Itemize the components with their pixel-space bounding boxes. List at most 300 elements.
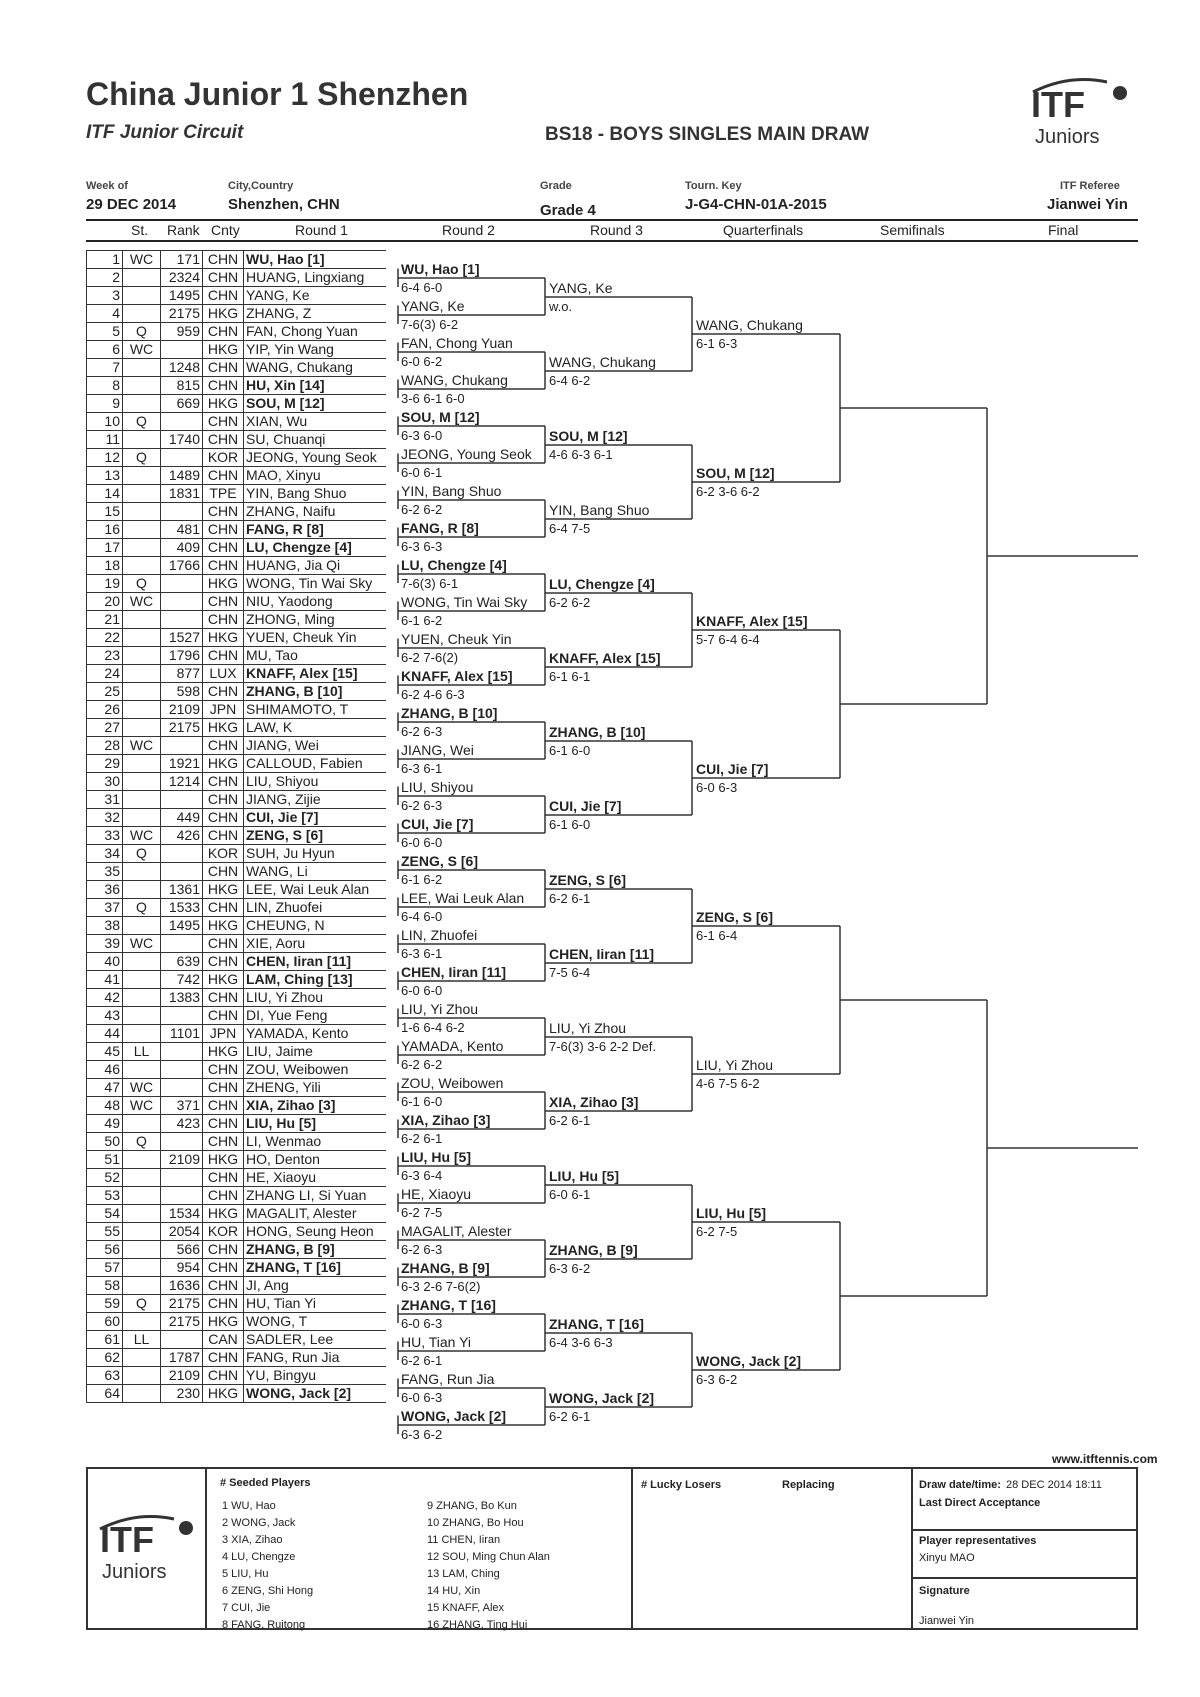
- entry-no: 29: [87, 755, 123, 773]
- entry-country: CAN: [203, 1331, 244, 1349]
- entry-rank: 1796: [161, 647, 203, 665]
- entry-no: 36: [87, 881, 123, 899]
- entry-no: 47: [87, 1079, 123, 1097]
- replacing-title: Replacing: [782, 1479, 835, 1491]
- round2-winner: HU, Tian Yi: [401, 1334, 472, 1350]
- round2-score: 6-2 6-2: [401, 502, 443, 517]
- entry-rank: 1383: [161, 989, 203, 1007]
- entry-rank: 1636: [161, 1277, 203, 1295]
- entry-name: XIE, Aoru: [244, 935, 387, 953]
- lucky-losers-title: # Lucky Losers: [641, 1479, 722, 1491]
- logo-word: ITF: [1031, 84, 1085, 125]
- entry-rank: 1831: [161, 485, 203, 503]
- entry-no: 56: [87, 1241, 123, 1259]
- entry-name: ZHENG, Yili: [244, 1079, 387, 1097]
- entry-name: HONG, Seung Heon: [244, 1223, 387, 1241]
- entry-rank: 1740: [161, 431, 203, 449]
- entry-no: 57: [87, 1259, 123, 1277]
- grade-value: Grade 4: [540, 202, 596, 219]
- round2-winner: LIU, Yi Zhou: [401, 1001, 479, 1017]
- entry-name: ZHONG, Ming: [244, 611, 387, 629]
- entry-no: 42: [87, 989, 123, 1007]
- entry-country: CHN: [203, 611, 244, 629]
- grade-label: Grade: [540, 180, 572, 192]
- entry-no: 59: [87, 1295, 123, 1313]
- seeded-title: # Seeded Players: [220, 1477, 311, 1489]
- quarterfinal-winner: CUI, Jie [7]: [696, 761, 769, 777]
- entry-no: 9: [87, 395, 123, 413]
- entry-name: ZHANG, T [16]: [244, 1259, 387, 1277]
- round3-score: 6-1 6-1: [549, 669, 591, 684]
- entry-no: 55: [87, 1223, 123, 1241]
- round3-winner: WANG, Chukang: [549, 354, 656, 370]
- round2-winner: ZHANG, B [10]: [401, 705, 498, 721]
- entry-no: 63: [87, 1367, 123, 1385]
- round2-score: 6-3 6-0: [401, 428, 443, 443]
- entry-rank: 1489: [161, 467, 203, 485]
- entry-name: FANG, R [8]: [244, 521, 387, 539]
- entry-name: HU, Tian Yi: [244, 1295, 387, 1313]
- entry-country: CHN: [203, 413, 244, 431]
- entry-name: LEE, Wai Leuk Alan: [244, 881, 387, 899]
- entry-no: 16: [87, 521, 123, 539]
- entry-country: CHN: [203, 1349, 244, 1367]
- round2-winner: KNAFF, Alex [15]: [401, 668, 513, 684]
- entry-country: CHN: [203, 1097, 244, 1115]
- round2-winner: WANG, Chukang: [401, 372, 508, 388]
- seeded-player: 4 LU, Chengze: [222, 1551, 296, 1563]
- entry-country: CHN: [203, 989, 244, 1007]
- entry-status: WC: [123, 593, 161, 611]
- round2-score: 6-2 4-6 6-3: [401, 687, 465, 702]
- entry-no: 60: [87, 1313, 123, 1331]
- round3-score: 6-2 6-1: [549, 1113, 591, 1128]
- entry-country: HKG: [203, 395, 244, 413]
- round2-score: 6-2 6-3: [401, 1242, 443, 1257]
- entry-name: LI, Wenmao: [244, 1133, 387, 1151]
- entry-status: LL: [123, 1043, 161, 1061]
- seeded-player: 16 ZHANG, Ting Hui: [427, 1619, 528, 1631]
- entry-no: 53: [87, 1187, 123, 1205]
- signature-label: Signature: [919, 1585, 970, 1597]
- entry-country: CHN: [203, 1259, 244, 1277]
- entry-rank: 1495: [161, 287, 203, 305]
- footer-divider: [911, 1529, 1136, 1531]
- round2-score: 6-1 6-0: [401, 1094, 443, 1109]
- entry-rank: 2109: [161, 1151, 203, 1169]
- round2-winner: JEONG, Young Seok: [401, 446, 532, 462]
- entry-no: 58: [87, 1277, 123, 1295]
- round2-winner: LU, Chengze [4]: [401, 557, 507, 573]
- entry-rank: 171: [161, 251, 203, 269]
- round2-winner: ZOU, Weibowen: [401, 1075, 504, 1091]
- round2-winner: YANG, Ke: [401, 298, 465, 314]
- entry-name: LIN, Zhuofei: [244, 899, 387, 917]
- entry-rank: 959: [161, 323, 203, 341]
- entry-name: NIU, Yaodong: [244, 593, 387, 611]
- entry-status: Q: [123, 1295, 161, 1313]
- round2-score: 6-0 6-0: [401, 835, 443, 850]
- round3-score: 6-2 6-2: [549, 595, 591, 610]
- round3-score: 6-2 6-1: [549, 891, 591, 906]
- entry-no: 10: [87, 413, 123, 431]
- player-reps-value: Xinyu MAO: [919, 1552, 975, 1564]
- seeded-player: 11 CHEN, Iiran: [427, 1534, 501, 1546]
- round3-winner: SOU, M [12]: [549, 428, 628, 444]
- entry-country: CHN: [203, 557, 244, 575]
- round3-winner: CHEN, Iiran [11]: [549, 946, 655, 962]
- footer-panel: [86, 1467, 1138, 1630]
- round3-score: 6-4 7-5: [549, 521, 591, 536]
- entry-status: WC: [123, 251, 161, 269]
- entry-name: HO, Denton: [244, 1151, 387, 1169]
- entry-rank: 1214: [161, 773, 203, 791]
- entry-name: YANG, Ke: [244, 287, 387, 305]
- footer-divider: [911, 1469, 913, 1628]
- seeded-player: 5 LIU, Hu: [222, 1568, 269, 1580]
- entry-no: 28: [87, 737, 123, 755]
- round2-score: 6-2 6-3: [401, 798, 443, 813]
- quarterfinal-score: 6-1 6-4: [696, 928, 738, 943]
- round2-winner: FANG, Run Jia: [401, 1371, 495, 1387]
- round2-score: 6-3 6-1: [401, 946, 443, 961]
- entry-country: CHN: [203, 431, 244, 449]
- quarterfinal-score: 6-3 6-2: [696, 1372, 738, 1387]
- entry-country: CHN: [203, 287, 244, 305]
- quarterfinal-score: 6-0 6-3: [696, 780, 738, 795]
- round2-score: 6-2 6-2: [401, 1057, 443, 1072]
- round2-winner: CUI, Jie [7]: [401, 816, 474, 832]
- entry-country: KOR: [203, 845, 244, 863]
- round3-score: 6-3 6-2: [549, 1261, 591, 1276]
- entry-rank: 1248: [161, 359, 203, 377]
- col-round3: Round 3: [590, 222, 643, 238]
- footer-divider: [205, 1469, 207, 1628]
- round2-winner: YAMADA, Kento: [401, 1038, 504, 1054]
- entry-no: 30: [87, 773, 123, 791]
- entry-no: 39: [87, 935, 123, 953]
- entry-no: 32: [87, 809, 123, 827]
- seeded-player: 9 ZHANG, Bo Kun: [427, 1500, 517, 1512]
- entry-no: 33: [87, 827, 123, 845]
- entry-country: CHN: [203, 1241, 244, 1259]
- entry-rank: 481: [161, 521, 203, 539]
- entry-country: HKG: [203, 1385, 244, 1403]
- entry-rank: 2175: [161, 1313, 203, 1331]
- entry-rank: 2175: [161, 719, 203, 737]
- quarterfinal-score: 6-2 7-5: [696, 1224, 738, 1239]
- entry-country: HKG: [203, 305, 244, 323]
- entry-name: JI, Ang: [244, 1277, 387, 1295]
- entry-country: CHN: [203, 593, 244, 611]
- entry-rank: 1533: [161, 899, 203, 917]
- entry-rank: 2109: [161, 1367, 203, 1385]
- round2-score: 6-3 6-3: [401, 539, 443, 554]
- tourn-key-label: Tourn. Key: [685, 180, 742, 192]
- entry-status: Q: [123, 449, 161, 467]
- entry-rank: 409: [161, 539, 203, 557]
- entry-country: CHN: [203, 1187, 244, 1205]
- logo-sub: Juniors: [102, 1561, 167, 1583]
- seeded-player: 2 WONG, Jack: [222, 1517, 296, 1529]
- entry-name: JIANG, Wei: [244, 737, 387, 755]
- entry-name: JIANG, Zijie: [244, 791, 387, 809]
- entry-no: 2: [87, 269, 123, 287]
- entry-status: Q: [123, 575, 161, 593]
- last-direct-label: Last Direct Acceptance: [919, 1497, 1041, 1509]
- tennis-ball-icon: [179, 1521, 193, 1535]
- entry-name: SOU, M [12]: [244, 395, 387, 413]
- draw-name: BS18 - BOYS SINGLES MAIN DRAW: [545, 124, 870, 145]
- entry-rank: 566: [161, 1241, 203, 1259]
- entry-country: CHN: [203, 737, 244, 755]
- entry-country: HKG: [203, 1043, 244, 1061]
- col-round1: Round 1: [295, 222, 348, 238]
- entry-no: 31: [87, 791, 123, 809]
- city-value: Shenzhen, CHN: [228, 196, 340, 213]
- seeded-player: 8 FANG, Ruitong: [222, 1619, 306, 1631]
- entry-rank: 2109: [161, 701, 203, 719]
- logo-sub: Juniors: [1035, 126, 1100, 148]
- round2-winner: YIN, Bang Shuo: [401, 483, 502, 499]
- entry-name: MU, Tao: [244, 647, 387, 665]
- round3-winner: KNAFF, Alex [15]: [549, 650, 661, 666]
- entry-country: HKG: [203, 1313, 244, 1331]
- round2-score: 6-2 7-6(2): [401, 650, 459, 665]
- entry-no: 5: [87, 323, 123, 341]
- round3-winner: YANG, Ke: [549, 280, 613, 296]
- entry-rank: 2054: [161, 1223, 203, 1241]
- entry-country: HKG: [203, 1151, 244, 1169]
- quarterfinal-winner: LIU, Yi Zhou: [696, 1057, 774, 1073]
- round3-winner: ZENG, S [6]: [549, 872, 627, 888]
- entry-no: 15: [87, 503, 123, 521]
- round3-score: 6-1 6-0: [549, 817, 591, 832]
- entry-name: WANG, Li: [244, 863, 387, 881]
- entry-country: CHN: [203, 953, 244, 971]
- round2-score: 6-0 6-3: [401, 1316, 443, 1331]
- entry-country: CHN: [203, 1133, 244, 1151]
- entry-no: 24: [87, 665, 123, 683]
- week-label: Week of: [86, 180, 128, 192]
- entry-no: 20: [87, 593, 123, 611]
- entry-no: 1: [87, 251, 123, 269]
- seeded-player: 7 CUI, Jie: [222, 1602, 271, 1614]
- round3-winner: YIN, Bang Shuo: [549, 502, 650, 518]
- week-value: 29 DEC 2014: [86, 196, 177, 213]
- quarterfinal-winner: WANG, Chukang: [696, 317, 803, 333]
- entry-rank: 598: [161, 683, 203, 701]
- entry-no: 17: [87, 539, 123, 557]
- entry-rank: 1495: [161, 917, 203, 935]
- entry-rank: 2175: [161, 1295, 203, 1313]
- col-rank: Rank: [167, 222, 200, 238]
- entry-no: 4: [87, 305, 123, 323]
- entry-name: YAMADA, Kento: [244, 1025, 387, 1043]
- round3-score: 4-6 6-3 6-1: [549, 447, 613, 462]
- entry-name: YIP, Yin Wang: [244, 341, 387, 359]
- entry-name: CHEN, Iiran [11]: [244, 953, 387, 971]
- col-semifinals: Semifinals: [880, 222, 945, 238]
- entry-status: Q: [123, 845, 161, 863]
- entry-country: JPN: [203, 701, 244, 719]
- entry-name: XIAN, Wu: [244, 413, 387, 431]
- entry-no: 44: [87, 1025, 123, 1043]
- entry-no: 51: [87, 1151, 123, 1169]
- round2-winner: ZHANG, B [9]: [401, 1260, 490, 1276]
- quarterfinal-score: 4-6 7-5 6-2: [696, 1076, 760, 1091]
- entry-country: CHN: [203, 467, 244, 485]
- entry-name: ZHANG, B [9]: [244, 1241, 387, 1259]
- referee-label: ITF Referee: [1060, 180, 1120, 192]
- entry-status: LL: [123, 1331, 161, 1349]
- round2-score: 6-0 6-3: [401, 1390, 443, 1405]
- round2-winner: FANG, R [8]: [401, 520, 479, 536]
- page-subtitle: ITF Junior Circuit: [86, 122, 244, 143]
- entry-status: WC: [123, 1097, 161, 1115]
- entry-name: CHEUNG, N: [244, 917, 387, 935]
- entry-country: CHN: [203, 539, 244, 557]
- entry-status: WC: [123, 827, 161, 845]
- entry-no: 19: [87, 575, 123, 593]
- entry-no: 48: [87, 1097, 123, 1115]
- entry-name: ZHANG, Naifu: [244, 503, 387, 521]
- entry-country: CHN: [203, 251, 244, 269]
- round2-score: 7-6(3) 6-2: [401, 317, 459, 332]
- entry-rank: 423: [161, 1115, 203, 1133]
- entry-name: LIU, Hu [5]: [244, 1115, 387, 1133]
- entry-no: 38: [87, 917, 123, 935]
- tourn-key-value: J-G4-CHN-01A-2015: [685, 196, 827, 213]
- entry-name: SHIMAMOTO, T: [244, 701, 387, 719]
- seeded-player: 14 HU, Xin: [427, 1585, 481, 1597]
- seeded-player: 10 ZHANG, Bo Hou: [427, 1517, 524, 1529]
- draw-date-value: 28 DEC 2014 18:11: [1006, 1479, 1102, 1491]
- entry-name: DI, Yue Feng: [244, 1007, 387, 1025]
- entry-name: ZHANG, Z: [244, 305, 387, 323]
- entry-country: LUX: [203, 665, 244, 683]
- entry-rank: 639: [161, 953, 203, 971]
- entry-no: 14: [87, 485, 123, 503]
- round3-score: 7-6(3) 3-6 2-2 Def.: [549, 1039, 656, 1054]
- entry-country: CHN: [203, 269, 244, 287]
- entry-rank: 1787: [161, 1349, 203, 1367]
- entry-rank: 815: [161, 377, 203, 395]
- round3-winner: LIU, Yi Zhou: [549, 1020, 627, 1036]
- entry-name: SU, Chuanqi: [244, 431, 387, 449]
- entry-country: HKG: [203, 719, 244, 737]
- round2-winner: JIANG, Wei: [401, 742, 474, 758]
- quarterfinal-score: 6-2 3-6 6-2: [696, 484, 760, 499]
- col-st: St.: [131, 222, 149, 238]
- entry-name: HUANG, Lingxiang: [244, 269, 387, 287]
- entry-rank: 877: [161, 665, 203, 683]
- entry-country: CHN: [203, 1169, 244, 1187]
- entry-no: 46: [87, 1061, 123, 1079]
- entry-country: HKG: [203, 629, 244, 647]
- entry-rank: 1101: [161, 1025, 203, 1043]
- round2-winner: CHEN, Iiran [11]: [401, 964, 507, 980]
- quarterfinal-score: 6-1 6-3: [696, 336, 738, 351]
- entry-no: 52: [87, 1169, 123, 1187]
- round2-score: 6-0 6-2: [401, 354, 443, 369]
- entry-name: LIU, Shiyou: [244, 773, 387, 791]
- entry-no: 37: [87, 899, 123, 917]
- entry-no: 64: [87, 1385, 123, 1403]
- entry-name: FANG, Run Jia: [244, 1349, 387, 1367]
- entry-name: HUANG, Jia Qi: [244, 557, 387, 575]
- round3-score: 6-4 6-2: [549, 373, 591, 388]
- entry-name: WU, Hao [1]: [244, 251, 387, 269]
- entry-no: 22: [87, 629, 123, 647]
- quarterfinal-winner: LIU, Hu [5]: [696, 1205, 766, 1221]
- entry-country: HKG: [203, 917, 244, 935]
- round2-winner: LEE, Wai Leuk Alan: [401, 890, 525, 906]
- round3-winner: LIU, Hu [5]: [549, 1168, 619, 1184]
- entry-status: Q: [123, 323, 161, 341]
- page-title: China Junior 1 Shenzhen: [86, 76, 469, 112]
- entry-name: YIN, Bang Shuo: [244, 485, 387, 503]
- entry-status: Q: [123, 1133, 161, 1151]
- round2-score: 6-0 6-0: [401, 983, 443, 998]
- entry-rank: 669: [161, 395, 203, 413]
- entry-name: MAGALIT, Alester: [244, 1205, 387, 1223]
- entry-no: 21: [87, 611, 123, 629]
- round3-winner: WONG, Jack [2]: [549, 1390, 655, 1406]
- entry-name: JEONG, Young Seok: [244, 449, 387, 467]
- entry-no: 23: [87, 647, 123, 665]
- entry-rank: 742: [161, 971, 203, 989]
- round3-winner: ZHANG, T [16]: [549, 1316, 644, 1332]
- entry-rank: 371: [161, 1097, 203, 1115]
- entry-rank: 1361: [161, 881, 203, 899]
- quarterfinal-score: 5-7 6-4 6-4: [696, 632, 760, 647]
- entry-name: HE, Xiaoyu: [244, 1169, 387, 1187]
- entry-status: WC: [123, 935, 161, 953]
- seeded-player: 15 KNAFF, Alex: [427, 1602, 505, 1614]
- entry-rank: 2324: [161, 269, 203, 287]
- entry-no: 11: [87, 431, 123, 449]
- entry-rank: 954: [161, 1259, 203, 1277]
- entry-no: 18: [87, 557, 123, 575]
- entry-name: LAM, Ching [13]: [244, 971, 387, 989]
- entry-country: CHN: [203, 377, 244, 395]
- round2-score: 6-3 6-2: [401, 1427, 443, 1442]
- round2-winner: FAN, Chong Yuan: [401, 335, 513, 351]
- seeded-player: 1 WU, Hao: [222, 1500, 276, 1512]
- website[interactable]: www.itftennis.com: [1052, 1452, 1158, 1466]
- entry-country: CHN: [203, 1061, 244, 1079]
- entry-status: WC: [123, 1079, 161, 1097]
- entry-country: CHN: [203, 323, 244, 341]
- entry-no: 6: [87, 341, 123, 359]
- round2-score: 1-6 6-4 6-2: [401, 1020, 465, 1035]
- entry-country: CHN: [203, 863, 244, 881]
- seeded-player: 6 ZENG, Shi Hong: [222, 1585, 314, 1597]
- entry-country: CHN: [203, 1295, 244, 1313]
- round2-score: 6-1 6-2: [401, 613, 443, 628]
- entry-name: LAW, K: [244, 719, 387, 737]
- round2-score: 6-0 6-1: [401, 465, 443, 480]
- entry-name: WONG, T: [244, 1313, 387, 1331]
- round2-score: 6-3 2-6 7-6(2): [401, 1279, 481, 1294]
- entry-country: CHN: [203, 773, 244, 791]
- round2-score: 6-4 6-0: [401, 280, 443, 295]
- round2-score: 6-2 6-3: [401, 724, 443, 739]
- entry-name: KNAFF, Alex [15]: [244, 665, 387, 683]
- entry-name: SUH, Ju Hyun: [244, 845, 387, 863]
- round3-score: 7-5 6-4: [549, 965, 591, 980]
